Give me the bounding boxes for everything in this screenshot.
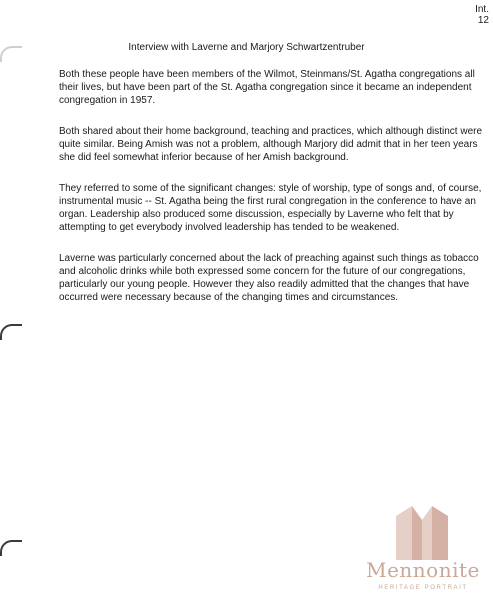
- page-tag-number: 12: [477, 15, 489, 26]
- binder-hole-mark: [0, 324, 22, 340]
- paragraph: They referred to some of the significant changes: style of worship, type of songs and, of course, instrumental music -- St. Agatha being the first rural congregation in the conference to have an organ. Leadership also produced some discussion, especially by Laverne who felt that by attempting to get everybody involved leadership has tended to be weakened.: [59, 183, 482, 233]
- paragraph: Both shared about their home background, teaching and practices, which although distinct were quite similar. Being Amish was not a problem, although Marjory did admit that in her teen years she did feel somewhat inferior because of her Amish background.: [59, 126, 483, 163]
- page-tag: [475, 4, 489, 26]
- mennonite-heritage-logo-icon: [392, 502, 452, 560]
- watermark: [364, 502, 482, 598]
- binder-hole-mark: [0, 540, 22, 556]
- paragraph: Laverne was particularly concerned about the lack of preaching against such things as tobacco and alcoholic drinks while both expressed some concern for the future of our congregations, particularly our young people. However they also readily admitted that the changes that have occurred were necessary because of the changing times and circumstances.: [59, 253, 479, 303]
- watermark-name: Mennonite: [366, 558, 480, 582]
- page-tag-label: Int.: [475, 4, 489, 15]
- document-body: [59, 68, 487, 322]
- paragraph: Both these people have been members of the Wilmot, Steinmans/St. Agatha congregations all their lives, but have been part of the St. Agatha congregation since it became an independent congregation in 1957.: [59, 69, 475, 106]
- document-title: Interview with Laverne and Marjory Schwartzentruber: [128, 42, 365, 53]
- watermark-subtitle: HERITAGE PORTRAIT: [378, 585, 468, 591]
